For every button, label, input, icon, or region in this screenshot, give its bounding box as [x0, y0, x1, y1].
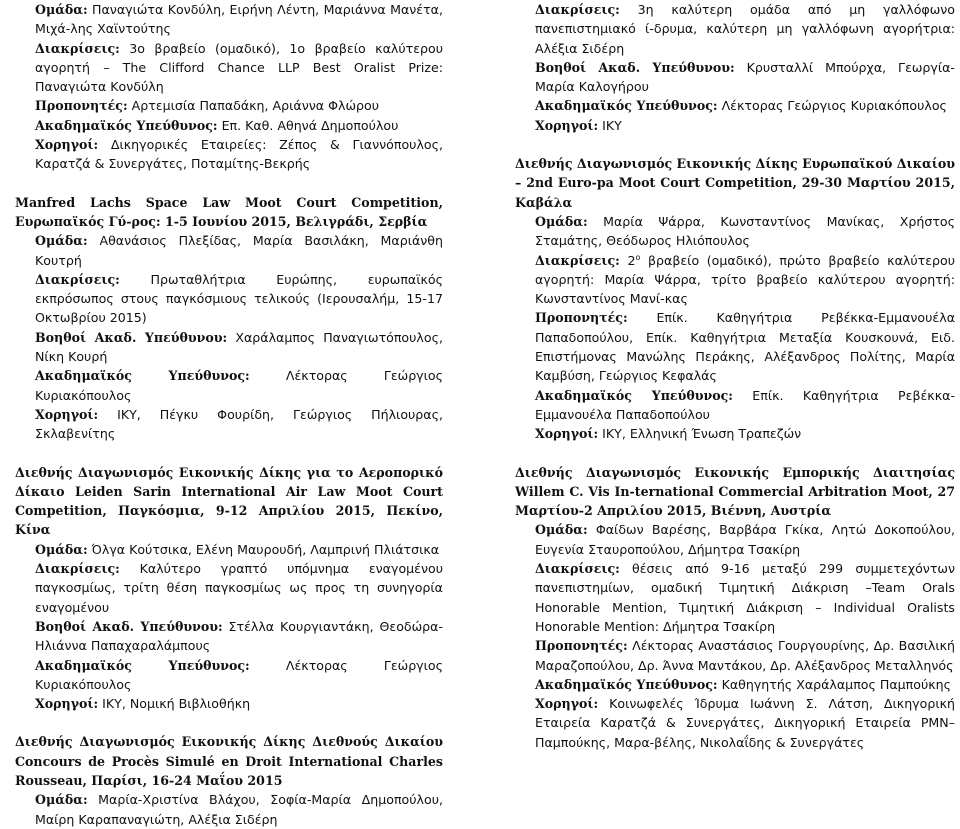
assistants-text: Κρυσταλλί Μπούρχα, Γεωργία-Μαρία Καλογήρου — [535, 59, 955, 95]
awards-text: Καλύτερο γραπτό υπόμνημα εναγομένου παγκοσμίως, τρίτη θέση παγκοσμίως ως προς τη συνηγορία εναγομένου — [35, 561, 443, 615]
sponsors-paragraph — [15, 405, 443, 444]
team-paragraph — [15, 231, 443, 270]
ordinal-superscript: ο — [635, 252, 641, 262]
awards-label: Διακρίσεις: — [35, 561, 120, 577]
sponsors-label: Χορηγοί: — [35, 696, 99, 712]
academic-label: Ακαδημαϊκός Υπεύθυνος: — [35, 117, 218, 133]
academic-label: Ακαδημαϊκός Υπεύθυνος: — [535, 676, 718, 692]
academic-paragraph — [515, 386, 955, 425]
assistants-paragraph — [15, 328, 443, 367]
academic-text: Λέκτορας Γεώργιος Κυριακόπουλος — [35, 368, 443, 403]
left-column — [15, 0, 443, 829]
awards-text: Πρωταθλήτρια Ευρώπης, ευρωπαϊκός εκπρόσωπος στους παγκόσμιους τελικούς (Ιερουσαλήμ, 15-17 Οκτωβρίου 2015) — [35, 271, 443, 326]
competition-title: Διεθνής Διαγωνισμός Εικονικής Εμπορικής Διαιτησίας Willem C. Vis In-ternational Commercial Arbitration Moot, 27 Μαρτίου-2 Απριλίου 2015, Βιέννη, Αυστρία — [515, 464, 955, 519]
sponsors-text: ΙΚΥ — [598, 117, 622, 133]
team-label: Ομάδα: — [535, 213, 588, 229]
academic-paragraph — [15, 366, 443, 405]
spacer — [15, 174, 443, 193]
sponsors-paragraph — [515, 116, 955, 135]
coaches-paragraph — [515, 636, 955, 675]
team-paragraph — [15, 0, 443, 39]
awards-label: Διακρίσεις: — [535, 2, 620, 17]
sponsors-paragraph — [15, 135, 443, 174]
awards-paragraph — [515, 251, 955, 309]
sponsors-label: Χορηγοί: — [535, 426, 599, 442]
awards-paragraph — [15, 270, 443, 328]
sponsors-label: Χορηγοί: — [535, 696, 599, 712]
awards-label: Διακρίσεις: — [35, 271, 120, 287]
spacer — [15, 444, 443, 463]
coaches-paragraph — [15, 96, 443, 115]
assistants-paragraph — [15, 617, 443, 656]
awards-text: θέσεις από 9-16 μεταξύ 299 συμμετεχόντων πανεπιστημίων, ομαδική Τιμητική Διάκριση –Team Orals Honorable Mention, Τιμητική Διάκριση – Individual Oralists Honorable Mention: Δήμητρα Τσακίρη — [535, 561, 955, 634]
academic-label: Ακαδημαϊκός Υπεύθυνος: — [535, 387, 733, 403]
assistants-label: Βοηθοί Ακαδ. Υπεύθυνου: — [35, 618, 223, 634]
academic-text: Λέκτορας Γεώργιος Κυριακόπουλος — [35, 657, 443, 692]
coaches-label: Προπονητές: — [535, 310, 628, 326]
team-text: Παναγιώτα Κονδύλη, Ειρήνη Λέντη, Μαριάννα Μανέτα, Μιχά-λης Χαϊντούτης — [35, 2, 443, 37]
academic-label: Ακαδημαϊκός Υπεύθυνος: — [35, 657, 250, 673]
awards-text-start: 2 — [619, 252, 636, 268]
team-text: Αθανάσιος Πλεξίδας, Μαρία Βασιλάκη, Μαριάνθη Κουτρή — [35, 233, 443, 268]
sponsors-text: Κοινωφελές Ίδρυμα Ιωάννη Σ. Λάτση, Δικηγορική Εταιρεία Καρατζά & Συνεργάτες, Δικηγορική Εταιρεία PMN–Παμπούκης, Μαρα-βέλης, Νικολαΐδης & Συνεργάτες — [535, 696, 955, 750]
awards-label: Διακρίσεις: — [35, 40, 120, 56]
assistants-label: Βοηθοί Ακαδ. Υπεύθυνου: — [35, 329, 228, 345]
sponsors-text: ΙΚΥ, Πέγκυ Φουρίδη, Γεώργιος Πήλιουρας, Σκλαβενίτης — [35, 406, 443, 442]
sponsors-label: Χορηγοί: — [35, 137, 99, 153]
coaches-paragraph — [515, 308, 955, 385]
team-label: Ομάδα: — [35, 233, 88, 249]
competition-title: Διεθνής Διαγωνισμός Εικονικής Δίκης Διεθνούς Δικαίου Concours de Procès Simulé en Droit International Charles Rousseau, Παρίσι, 16-24 Μαΐου 2015 — [15, 734, 443, 788]
awards-label: Διακρίσεις: — [535, 561, 620, 577]
team-label: Ομάδα: — [35, 2, 88, 17]
competition-title: Διεθνής Διαγωνισμός Εικονικής Δίκης για το Αεροπορικό Δίκαιο Leiden Sarin International Air Law Moot Court Competition, Παγκόσμια, 9-12 Απριλίου 2015, Πεκίνο, Κίνα — [15, 464, 443, 538]
team-paragraph — [515, 212, 955, 251]
awards-paragraph — [15, 559, 443, 617]
team-text: Φαίδων Βαρέσης, Βαρβάρα Γκίκα, Λητώ Δοκοπούλου, Ευγενία Σταυροπούλου, Δήμητρα Τσακίρη — [535, 522, 955, 557]
assistants-paragraph — [515, 58, 955, 97]
coaches-text: Λέκτορας Αναστάσιος Γουργουρίνης, Δρ. Βασιλική Μαραζοπούλου, Δρ. Άννα Μαντάκου, Δρ. Αλέξανδρος Μεταλληνός — [535, 638, 955, 673]
team-text: Μαρία Ψάρρα, Κωνσταντίνος Μανίκας, Χρήστος Σταμάτης, Θεόδωρος Ηλιόπουλος — [535, 213, 955, 249]
assistants-text: Στέλλα Κουργιαντάκη, Θεοδώρα-Ηλιάννα Παπαχαραλάμπους — [35, 618, 443, 654]
assistants-text: Χαράλαμπος Παναγιωτόπουλος, Νίκη Κουρή — [35, 329, 443, 365]
awards-paragraph — [515, 559, 955, 636]
sponsors-paragraph — [15, 694, 443, 713]
sponsors-text: ΙΚΥ, Νομική Βιβλιοθήκη — [98, 696, 251, 712]
right-column — [515, 0, 955, 752]
academic-label: Ακαδημαϊκός Υπεύθυνος: — [535, 98, 718, 114]
awards-text: 3η καλύτερη ομάδα από μη γαλλόφωνο πανεπιστημιακό ί-δρυμα, καλύτερη μη γαλλόφωνη αγορήτρια: Αλέξια Σιδέρη — [535, 2, 955, 56]
coaches-label: Προπονητές: — [535, 638, 628, 654]
team-label: Ομάδα: — [35, 541, 88, 557]
sponsors-label: Χορηγοί: — [535, 117, 599, 133]
awards-paragraph — [515, 0, 955, 58]
sponsors-paragraph — [515, 424, 955, 443]
academic-text: Καθηγητής Χαράλαμπος Παμπούκης — [717, 676, 952, 692]
assistants-label: Βοηθοί Ακαδ. Υπεύθυνου: — [535, 59, 735, 75]
academic-paragraph — [515, 675, 955, 694]
academic-paragraph — [15, 656, 443, 695]
sponsors-paragraph — [515, 694, 955, 752]
competition-title: Manfred Lachs Space Law Moot Court Competition, Ευρωπαϊκός Γύ-ρος: 1-5 Ιουνίου 2015, Βελιγράδι, Σερβία — [15, 194, 443, 229]
academic-text: Επίκ. Καθηγήτρια Ρεβέκκα-Εμμανουέλα Παπαδοπούλου — [535, 387, 955, 422]
academic-paragraph — [15, 116, 443, 135]
academic-paragraph — [515, 96, 955, 115]
spacer — [15, 713, 443, 732]
spacer — [515, 444, 955, 463]
sponsors-text: ΙΚΥ, Ελληνική Ένωση Τραπεζών — [598, 426, 802, 442]
awards-text: 3ο βραβείο (ομαδικό), 1ο βραβείο καλύτερου αγορητή – The Clifford Chance LLP Best Oralist Prize: Παναγιώτα Κονδύλη — [35, 40, 443, 95]
coaches-label: Προπονητές: — [35, 98, 128, 114]
team-paragraph — [15, 540, 443, 559]
academic-text: Λέκτορας Γεώργιος Κυριακόπουλος — [717, 98, 947, 114]
sponsors-text: Δικηγορικές Εταιρείες: Ζέπος & Γιαννόπουλος, Καρατζά & Συνεργάτες, Ποταμίτης-Βεκρής — [35, 137, 443, 172]
team-text: Μαρία-Χριστίνα Βλάχου, Σοφία-Μαρία Δημοπούλου, Μαίρη Καραπαναγιώτη, Αλέξια Σιδέρη — [35, 792, 443, 827]
team-label: Ομάδα: — [535, 522, 588, 538]
spacer — [515, 135, 955, 154]
team-paragraph — [515, 520, 955, 559]
team-text: Όλγα Κούτσικα, Ελένη Μαυρουδή, Λαμπρινή Πλιάτσικα — [87, 541, 440, 557]
coaches-text: Αρτεμισία Παπαδάκη, Αριάννα Φλώρου — [127, 98, 379, 114]
team-label: Ομάδα: — [35, 792, 88, 808]
team-paragraph — [15, 790, 443, 829]
coaches-text: Επίκ. Καθηγήτρια Ρεβέκκα-Εμμανουέλα Παπαδοπούλου, Επίκ. Καθηγήτρια Μεταξία Κουσκουνά, Ειδ. Επιστήμονας Μανώλης Περάκης, Αλέξανδρος Πολίτης, Μαρία Καμβύση, Γεώργιος Κεφαλάς — [535, 310, 955, 384]
academic-text: Επ. Καθ. Αθηνά Δημοπούλου — [217, 117, 399, 133]
awards-label: Διακρίσεις: — [535, 252, 620, 268]
sponsors-label: Χορηγοί: — [35, 406, 99, 422]
awards-text: βραβείο (ομαδικό), πρώτο βραβείο καλύτερου αγορητή: Μαρία Ψάρρα, τρίτο βραβείο καλύτερου αγορητή: Κωνσταντίνος Μανί-κας — [535, 252, 955, 307]
awards-paragraph — [15, 39, 443, 97]
competition-title: Διεθνής Διαγωνισμός Εικονικής Δίκης Ευρωπαϊκού Δικαίου – 2nd Euro-pa Moot Court Competition, 29-30 Μαρτίου 2015, Καβάλα — [515, 156, 955, 210]
academic-label: Ακαδημαϊκός Υπεύθυνος: — [35, 368, 250, 384]
